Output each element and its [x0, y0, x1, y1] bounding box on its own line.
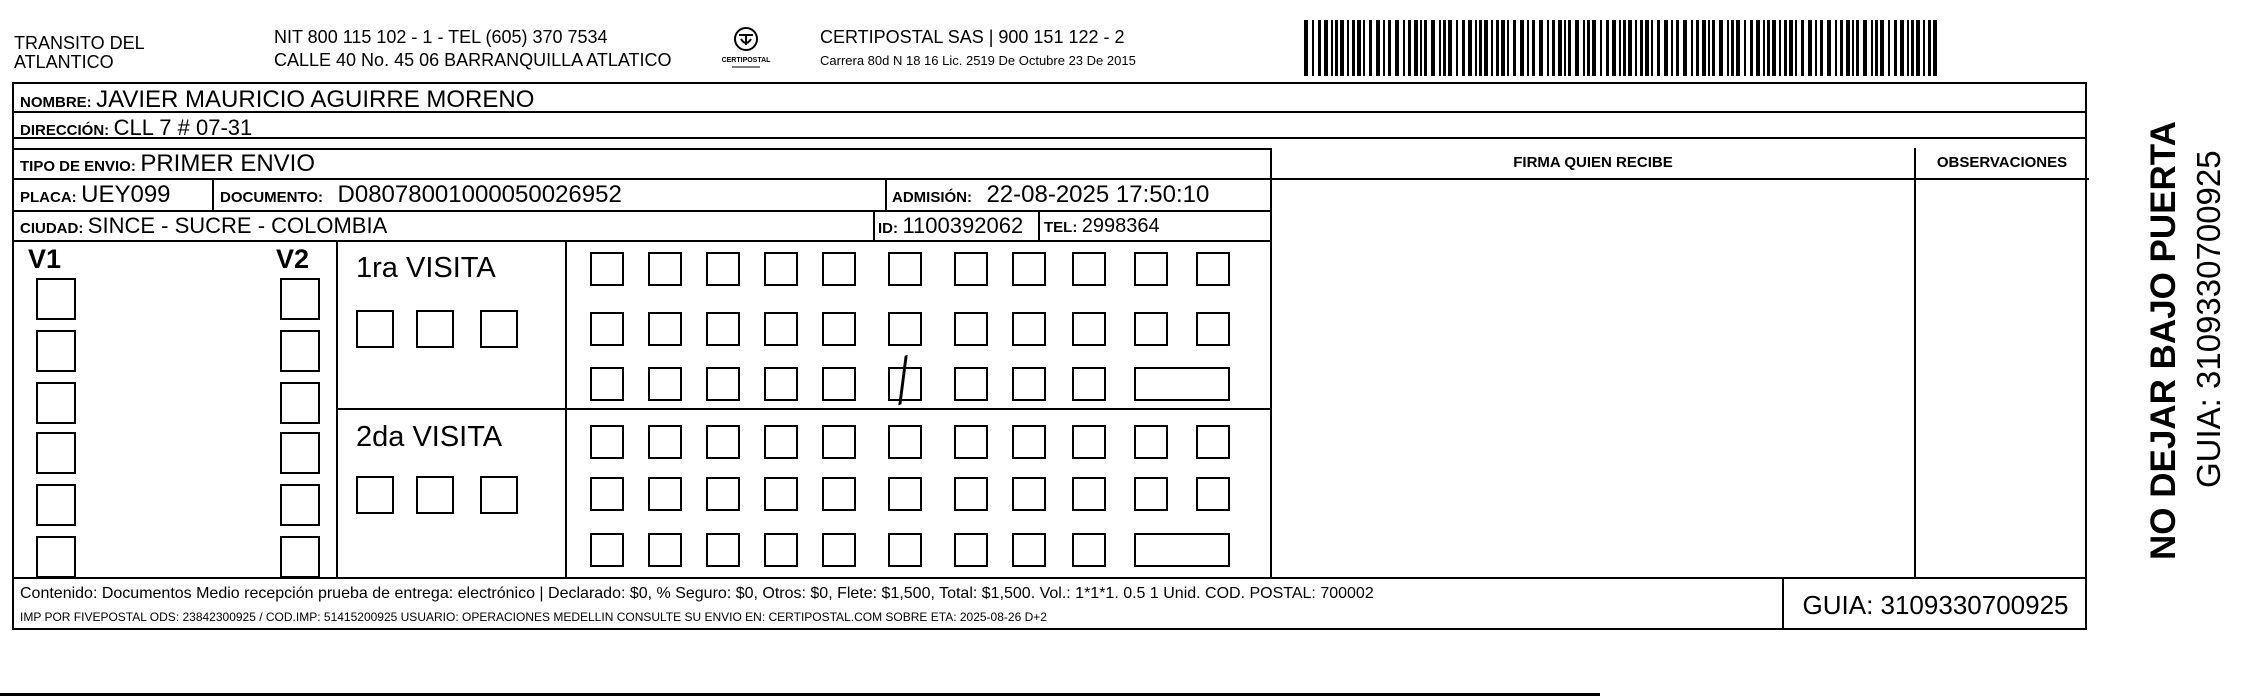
certipostal-logo — [716, 25, 776, 75]
day-box-20[interactable] — [1072, 312, 1106, 346]
barcode-bar — [1894, 20, 1897, 76]
barcode-bar — [1808, 20, 1812, 76]
company-name-line2: ATLANTICO — [14, 52, 114, 72]
admision-value: 22-08-2025 17:50:10 — [986, 181, 1210, 208]
barcode-bar — [1708, 20, 1710, 76]
barcode-bar — [1304, 20, 1308, 76]
barcode-bar — [1568, 20, 1571, 76]
certipostal-logo-icon — [716, 25, 776, 75]
tel-row — [1044, 216, 1160, 236]
barcode-bar — [1552, 20, 1555, 76]
barcode-bar — [1840, 20, 1843, 76]
nombre-row — [20, 88, 534, 112]
barcode-bar — [1619, 20, 1621, 76]
barcode-bar — [1928, 20, 1931, 76]
barcode-bar — [1923, 20, 1925, 76]
barcode-bar — [1395, 20, 1399, 76]
day-box-22[interactable] — [1196, 477, 1230, 511]
barcode-bar — [1712, 20, 1715, 76]
day-box-18[interactable] — [954, 477, 988, 511]
v2-checkbox[interactable] — [280, 382, 320, 424]
day-box-4[interactable] — [764, 252, 798, 286]
barcode-bar — [1501, 20, 1505, 76]
barcode-bar — [1369, 20, 1372, 76]
day-box-18[interactable] — [954, 312, 988, 346]
barcode-bar — [1587, 20, 1590, 76]
barcode-bar — [1318, 20, 1321, 76]
v1-checkbox[interactable] — [36, 278, 76, 320]
day-box-15[interactable] — [764, 312, 798, 346]
barcode-bar — [1357, 20, 1361, 76]
certipostal-line: CERTIPOSTAL SAS | 900 151 122 - 2 — [820, 27, 1125, 47]
barcode-bar — [1916, 20, 1920, 76]
barcode-bar — [1532, 20, 1535, 76]
barcode — [1304, 20, 1940, 76]
barcode-bar — [1564, 20, 1566, 76]
barcode-bar — [1763, 20, 1765, 76]
barcode-bar — [1513, 20, 1516, 76]
barcode-bar — [1827, 20, 1831, 76]
barcode-bar — [1744, 20, 1746, 76]
svg-text:CERTIPOSTAL: CERTIPOSTAL — [721, 57, 771, 64]
day-box-19[interactable] — [1012, 477, 1046, 511]
nombre-value: JAVIER MAURICIO AGUIRRE MORENO — [96, 86, 535, 113]
barcode-bar — [1719, 20, 1723, 76]
day-box-21[interactable] — [1134, 477, 1168, 511]
no-dejar-bajo-puerta: NO DEJAR BAJO PUERTA — [2144, 121, 2183, 560]
day-box-12[interactable] — [590, 477, 624, 511]
barcode-bar — [1414, 20, 1418, 76]
tipo-envio-row — [20, 152, 315, 176]
barcode-bar — [1696, 20, 1699, 76]
barcode-bar — [1795, 20, 1797, 76]
barcode-bar — [1352, 20, 1355, 76]
admision-row — [892, 183, 1209, 207]
barcode-bar — [1592, 20, 1596, 76]
barcode-bar — [1479, 20, 1482, 76]
day-box-15[interactable] — [764, 477, 798, 511]
documento-label: DOCUMENTO: — [220, 189, 324, 206]
barcode-bar — [1875, 20, 1878, 76]
barcode-bar — [1331, 20, 1333, 76]
day-box-9[interactable] — [1072, 252, 1106, 286]
day-box-20[interactable] — [1072, 477, 1106, 511]
first-visit-title: 1ra VISITA — [356, 252, 496, 284]
barcode-bar — [1801, 20, 1804, 76]
day-box-24[interactable] — [648, 533, 682, 567]
barcode-bar — [1363, 20, 1365, 76]
barcode-bar — [1575, 20, 1579, 76]
barcode-bar — [1911, 20, 1914, 76]
v2-checkbox[interactable] — [280, 536, 320, 578]
barcode-bar — [1383, 20, 1385, 76]
day-box-10[interactable] — [1134, 252, 1168, 286]
ciudad-value: SINCE - SUCRE - COLOMBIA — [87, 213, 388, 238]
day-box-13[interactable] — [648, 312, 682, 346]
month-checkbox[interactable] — [416, 476, 454, 514]
barcode-bar — [1612, 20, 1616, 76]
barcode-bar — [1491, 20, 1493, 76]
barcode-bar — [1606, 20, 1609, 76]
month-checkbox[interactable] — [356, 476, 394, 514]
address-line: CALLE 40 No. 45 06 BARRANQUILLA ATLATICO — [274, 50, 672, 70]
day-box-9[interactable] — [1072, 425, 1106, 459]
day-box-2[interactable] — [648, 425, 682, 459]
side-guia: GUIA: 3109330700925 — [2190, 150, 2227, 488]
second-visit-title: 2da VISITA — [356, 421, 503, 453]
day-box-17[interactable] — [888, 477, 922, 511]
barcode-bar — [1484, 20, 1488, 76]
first-visit-time[interactable] — [1134, 367, 1230, 401]
day-box-17[interactable] — [888, 312, 922, 346]
v2-checkbox[interactable] — [280, 330, 320, 372]
company-name-line1: TRANSITO DEL — [14, 33, 145, 53]
day-box-11[interactable] — [1196, 252, 1230, 286]
barcode-bar — [1628, 20, 1632, 76]
imp-line: IMP POR FIVEPOSTAL ODS: 23842300925 / COD.IMP: 51415200925 USUARIO: OPERACIONES MEDELLIN CONSULTE SU ENVIO EN: CERTIPOSTAL.COM SOBRE ETA: 2025-08-26 D+2 — [20, 610, 1047, 624]
day-28-strike: ╱ — [885, 357, 922, 405]
day-box-22[interactable] — [1196, 312, 1230, 346]
barcode-bar — [1676, 20, 1679, 76]
day-box-6[interactable] — [888, 252, 922, 286]
barcode-bar — [1403, 20, 1405, 76]
v2-checkbox[interactable] — [280, 278, 320, 320]
month-checkbox[interactable] — [416, 310, 454, 348]
barcode-bar — [1507, 20, 1509, 76]
barcode-bar — [1900, 20, 1904, 76]
day-box-25[interactable] — [706, 367, 740, 401]
day-box-7[interactable] — [954, 425, 988, 459]
placa-label: PLACA: — [20, 189, 77, 206]
documento-row — [220, 183, 622, 207]
day-box-16[interactable] — [822, 312, 856, 346]
day-box-16[interactable] — [822, 477, 856, 511]
month-checkbox[interactable] — [480, 476, 518, 514]
barcode-bar — [1871, 20, 1873, 76]
barcode-bar — [1664, 20, 1668, 76]
v2-checkbox[interactable] — [280, 484, 320, 526]
firma-label: FIRMA QUIEN RECIBE — [1513, 154, 1673, 171]
day-box-26[interactable] — [764, 533, 798, 567]
day-box-29[interactable] — [954, 533, 988, 567]
day-box-4[interactable] — [764, 425, 798, 459]
month-checkbox[interactable] — [356, 310, 394, 348]
day-box-11[interactable] — [1196, 425, 1230, 459]
month-checkbox[interactable] — [480, 310, 518, 348]
barcode-bar — [1347, 20, 1349, 76]
day-box-30[interactable] — [1012, 367, 1046, 401]
direccion-label: DIRECCIÓN: — [20, 122, 110, 139]
barcode-bar — [1600, 20, 1602, 76]
day-box-5[interactable] — [822, 425, 856, 459]
day-box-10[interactable] — [1134, 425, 1168, 459]
barcode-bar — [1657, 20, 1660, 76]
barcode-bar — [1420, 20, 1422, 76]
day-box-26[interactable] — [764, 367, 798, 401]
barcode-bar — [1820, 20, 1823, 76]
barcode-bar — [1645, 20, 1649, 76]
barcode-bar — [1583, 20, 1585, 76]
ciudad-row — [20, 215, 387, 237]
barcode-bar — [1376, 20, 1380, 76]
license-line: Carrera 80d N 18 16 Lic. 2519 De Octubre 23 De 2015 — [820, 53, 1136, 68]
day-box-23[interactable] — [590, 533, 624, 567]
barcode-bar — [1683, 20, 1687, 76]
v1-checkbox[interactable] — [36, 536, 76, 578]
barcode-bar — [1635, 20, 1637, 76]
barcode-bar — [1408, 20, 1411, 76]
observaciones-label: OBSERVACIONES — [1936, 154, 2068, 171]
guia-box: GUIA: 3109330700925 — [1802, 590, 2069, 620]
barcode-bar — [1888, 20, 1890, 76]
day-box-14[interactable] — [706, 312, 740, 346]
barcode-bar — [1623, 20, 1626, 76]
admision-label: ADMISIÓN: — [892, 189, 972, 206]
barcode-bar — [1335, 20, 1338, 76]
barcode-bar — [1856, 20, 1859, 76]
day-box-6[interactable] — [888, 425, 922, 459]
barcode-bar — [1702, 20, 1706, 76]
day-box-31[interactable] — [1072, 367, 1106, 401]
id-row — [878, 215, 1023, 237]
barcode-bar — [1496, 20, 1499, 76]
barcode-bar — [1736, 20, 1740, 76]
contenido-line: Contenido: Documentos Medio recepción prueba de entrega: electrónico | Declarado: $0, % Seguro: $0, Otros: $0, Flete: $1,500, Total: $1,500. Vol.: 1*1*1. 0.5 1 Unid. COD. POSTAL: 700002 — [20, 585, 1374, 602]
v1-checkbox[interactable] — [36, 484, 76, 526]
barcode-bar — [1756, 20, 1760, 76]
cut-line — [0, 693, 1600, 696]
barcode-bar — [1863, 20, 1867, 76]
tipo-envio-value: PRIMER ENVIO — [140, 150, 316, 177]
barcode-bar — [1539, 20, 1543, 76]
day-box-27[interactable] — [822, 367, 856, 401]
day-box-27[interactable] — [822, 533, 856, 567]
barcode-bar — [1727, 20, 1729, 76]
day-box-8[interactable] — [1012, 252, 1046, 286]
barcode-bar — [1846, 20, 1850, 76]
barcode-bar — [1443, 20, 1446, 76]
v1-checkbox[interactable] — [36, 382, 76, 424]
day-box-30[interactable] — [1012, 533, 1046, 567]
v2-label: V2 — [276, 244, 310, 274]
barcode-bar — [1640, 20, 1643, 76]
barcode-bar — [1789, 20, 1793, 76]
barcode-bar — [1462, 20, 1465, 76]
barcode-bar — [1448, 20, 1452, 76]
barcode-bar — [1750, 20, 1753, 76]
day-box-2[interactable] — [648, 252, 682, 286]
barcode-bar — [1671, 20, 1673, 76]
barcode-bar — [1475, 20, 1477, 76]
barcode-bar — [1835, 20, 1837, 76]
tipo-envio-label: TIPO DE ENVIO: — [20, 158, 136, 175]
day-box-25[interactable] — [706, 533, 740, 567]
day-box-23[interactable] — [590, 367, 624, 401]
day-box-3[interactable] — [706, 425, 740, 459]
day-box-1[interactable] — [590, 252, 624, 286]
documento-value: D08078001000050026952 — [337, 181, 622, 208]
barcode-bar — [1731, 20, 1734, 76]
barcode-bar — [1767, 20, 1770, 76]
day-box-13[interactable] — [648, 477, 682, 511]
barcode-bar — [1691, 20, 1693, 76]
v1-checkbox[interactable] — [36, 330, 76, 372]
barcode-bar — [1312, 20, 1314, 76]
placa-row — [20, 183, 171, 207]
barcode-bar — [1651, 20, 1653, 76]
tel-value: 2998364 — [1081, 215, 1160, 237]
day-box-24[interactable] — [648, 367, 682, 401]
v1-label: V1 — [28, 244, 62, 274]
barcode-bar — [1547, 20, 1549, 76]
nit-line: NIT 800 115 102 - 1 - TEL (605) 370 7534 — [274, 27, 608, 47]
barcode-bar — [1784, 20, 1787, 76]
v2-checkbox[interactable] — [280, 432, 320, 474]
second-visit-time[interactable] — [1134, 533, 1230, 567]
day-box-8[interactable] — [1012, 425, 1046, 459]
day-box-5[interactable] — [822, 252, 856, 286]
barcode-bar — [1527, 20, 1529, 76]
day-box-3[interactable] — [706, 252, 740, 286]
day-box-1[interactable] — [590, 425, 624, 459]
day-box-7[interactable] — [954, 252, 988, 286]
day-box-29[interactable] — [954, 367, 988, 401]
barcode-bar — [1520, 20, 1524, 76]
barcode-bar — [1439, 20, 1441, 76]
v1-checkbox[interactable] — [36, 432, 76, 474]
day-box-14[interactable] — [706, 477, 740, 511]
barcode-bar — [1424, 20, 1427, 76]
barcode-bar — [1431, 20, 1435, 76]
barcode-bar — [1388, 20, 1391, 76]
barcode-bar — [1815, 20, 1817, 76]
ciudad-label: CIUDAD: — [20, 220, 84, 237]
nombre-label: NOMBRE: — [20, 94, 92, 111]
barcode-bar — [1772, 20, 1776, 76]
id-label: ID: — [878, 220, 898, 237]
id-value: 1100392062 — [902, 213, 1024, 238]
barcode-bar — [1880, 20, 1884, 76]
barcode-bar — [1933, 20, 1937, 76]
day-box-28[interactable] — [888, 533, 922, 567]
barcode-bar — [1456, 20, 1458, 76]
barcode-bar — [1468, 20, 1472, 76]
placa-value: UEY099 — [81, 181, 171, 208]
barcode-bar — [1340, 20, 1344, 76]
direccion-value: CLL 7 # 07-31 — [113, 115, 253, 140]
day-box-12[interactable] — [590, 312, 624, 346]
barcode-bar — [1779, 20, 1781, 76]
barcode-bar — [1852, 20, 1854, 76]
barcode-bar — [1907, 20, 1909, 76]
direccion-row — [20, 117, 252, 139]
barcode-bar — [1324, 20, 1328, 76]
day-box-31[interactable] — [1072, 533, 1106, 567]
day-box-19[interactable] — [1012, 312, 1046, 346]
barcode-bar — [1558, 20, 1562, 76]
tel-label: TEL: — [1044, 219, 1078, 236]
day-box-21[interactable] — [1134, 312, 1168, 346]
